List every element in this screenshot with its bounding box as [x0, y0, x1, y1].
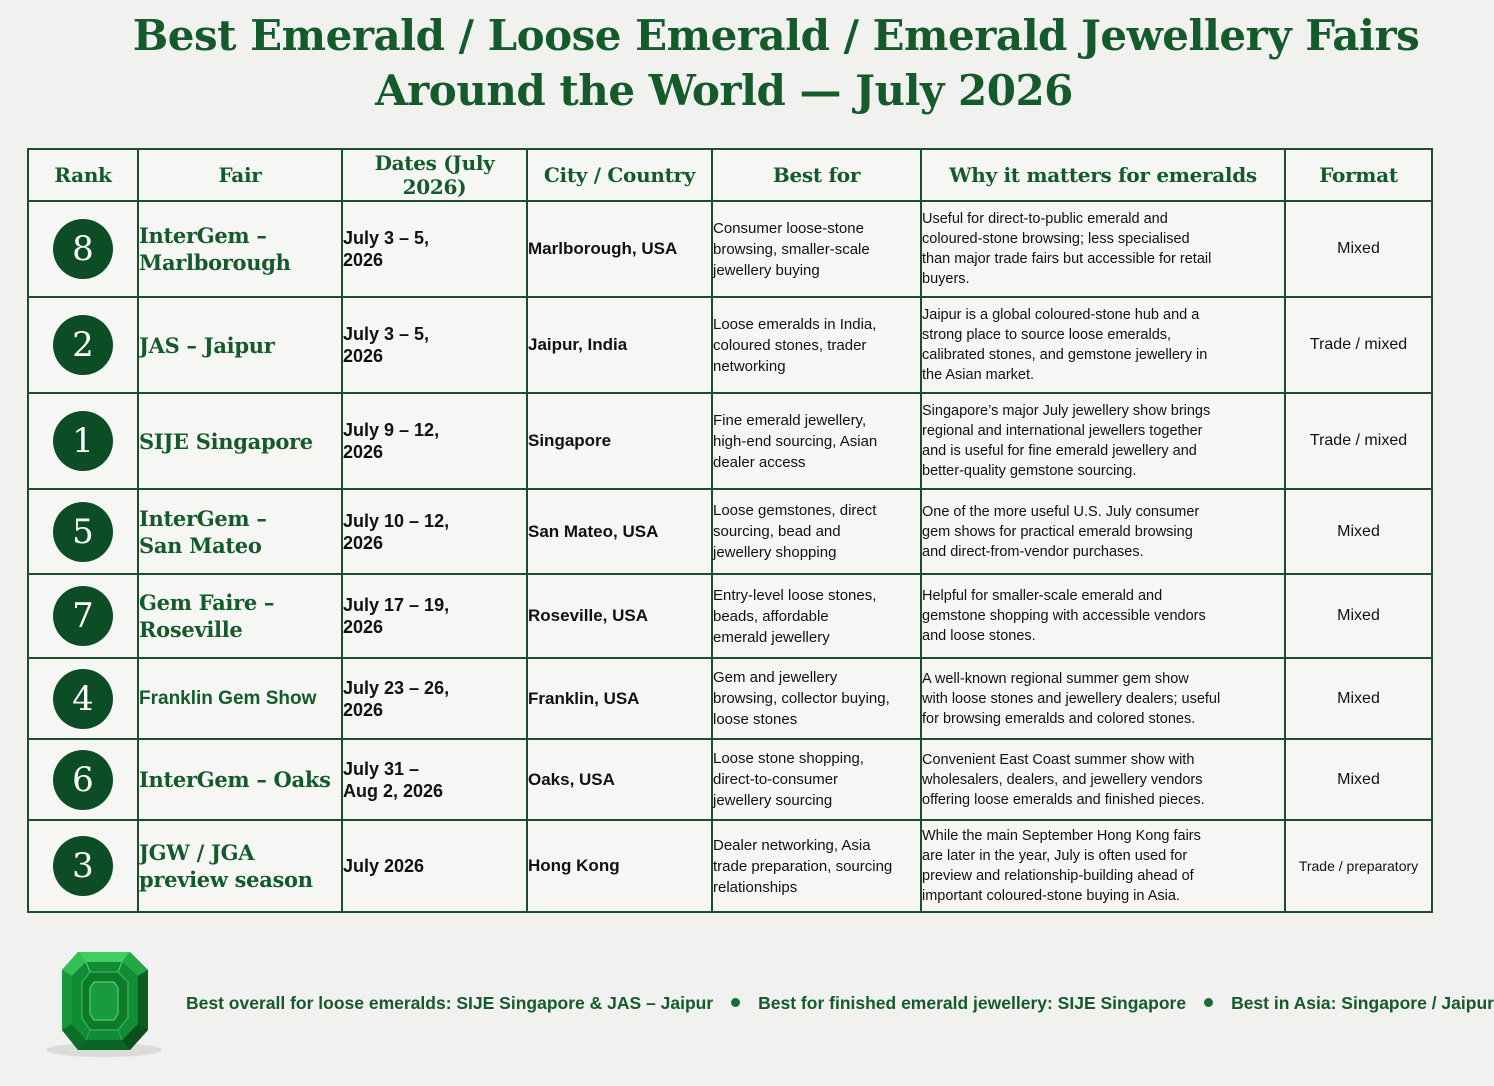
footer-text: [186, 993, 1494, 1014]
fair-best-for: Fine emerald jewellery, high-end sourcing, Asian dealer access: [712, 393, 921, 489]
fair-format: Mixed: [1285, 574, 1432, 658]
fair-name: SIJE Singapore: [138, 393, 342, 489]
header-dates: Dates (July 2026): [342, 149, 527, 201]
fair-city: Jaipur, India: [527, 297, 712, 393]
title-line-1: Best Emerald / Loose Emerald / Emerald Jewellery Fairs: [132, 11, 1420, 60]
table-row: [28, 820, 1432, 912]
fair-name: InterGem – Marlborough: [138, 201, 342, 297]
fair-why: Convenient East Coast summer show with wholesalers, dealers, and jewellery vendors offering loose emeralds and finished pieces.: [921, 739, 1285, 820]
fair-best-for: Loose emeralds in India, coloured stones, trader networking: [712, 297, 921, 393]
fair-format: Mixed: [1285, 489, 1432, 574]
header-why: Why it matters for emeralds: [921, 149, 1285, 201]
table-row: [28, 574, 1432, 658]
rank-badge: 8: [53, 219, 113, 279]
fair-name: JGW / JGA preview season: [138, 820, 342, 912]
table-row: [28, 297, 1432, 393]
fair-why: Useful for direct-to-public emerald and coloured-stone browsing; less specialised than major trade fairs but accessible for retail buyers.: [921, 201, 1285, 297]
fair-dates: July 17 – 19, 2026: [342, 574, 527, 658]
page-title: [0, 8, 1448, 118]
header-fair: Fair: [138, 149, 342, 201]
fair-dates: July 31 – Aug 2, 2026: [342, 739, 527, 820]
rank-badge: 7: [53, 586, 113, 646]
fair-dates: July 10 – 12, 2026: [342, 489, 527, 574]
fair-format: Trade / preparatory: [1285, 820, 1432, 912]
fair-city: Oaks, USA: [527, 739, 712, 820]
fair-name: JAS – Jaipur: [138, 297, 342, 393]
header-best-for: Best for: [712, 149, 921, 201]
fair-dates: July 3 – 5, 2026: [342, 201, 527, 297]
fair-format: Mixed: [1285, 658, 1432, 739]
emerald-gem-icon: [38, 944, 178, 1064]
fair-best-for: Loose gemstones, direct sourcing, bead and jewellery shopping: [712, 489, 921, 574]
footer-item-best-overall: Best overall for loose emeralds: SIJE Singapore & JAS – Jaipur: [186, 993, 714, 1013]
fair-best-for: Entry-level loose stones, beads, affordable emerald jewellery: [712, 574, 921, 658]
rank-badge: 6: [53, 750, 113, 810]
fair-name: Franklin Gem Show: [138, 658, 342, 739]
fair-why: While the main September Hong Kong fairs are later in the year, July is often used for preview and relationship-building ahead of important coloured-stone buying in Asia.: [921, 820, 1285, 912]
fair-city: Franklin, USA: [527, 658, 712, 739]
bullet-dot: [1204, 998, 1213, 1007]
fair-why: Jaipur is a global coloured-stone hub and a strong place to source loose emeralds, calibrated stones, and gemstone jewellery in the Asian market.: [921, 297, 1285, 393]
fair-city: Singapore: [527, 393, 712, 489]
fair-why: One of the more useful U.S. July consumer gem shows for practical emerald browsing and direct-from-vendor purchases.: [921, 489, 1285, 574]
fair-city: Marlborough, USA: [527, 201, 712, 297]
footer-item-best-jewellery: Best for finished emerald jewellery: SIJE Singapore: [758, 993, 1187, 1013]
rank-badge: 1: [53, 411, 113, 471]
fair-format: Trade / mixed: [1285, 297, 1432, 393]
table-row: [28, 658, 1432, 739]
fair-city: Roseville, USA: [527, 574, 712, 658]
fair-best-for: Gem and jewellery browsing, collector buying, loose stones: [712, 658, 921, 739]
fair-dates: July 9 – 12, 2026: [342, 393, 527, 489]
fair-name: InterGem – Oaks: [138, 739, 342, 820]
table-row: [28, 739, 1432, 820]
rank-badge: 2: [53, 315, 113, 375]
table-row: [28, 489, 1432, 574]
fair-best-for: Dealer networking, Asia trade preparation, sourcing relationships: [712, 820, 921, 912]
fair-city: San Mateo, USA: [527, 489, 712, 574]
rank-badge: 3: [53, 836, 113, 896]
fair-name: InterGem – San Mateo: [138, 489, 342, 574]
fair-format: Trade / mixed: [1285, 393, 1432, 489]
title-line-2: Around the World — July 2026: [375, 66, 1073, 115]
table-header-row: [28, 149, 1432, 201]
fair-dates: July 3 – 5, 2026: [342, 297, 527, 393]
fair-why: Singapore’s major July jewellery show brings regional and international jewellers together and is useful for fine emerald jewellery and better-quality gemstone sourcing.: [921, 393, 1285, 489]
fair-name: Gem Faire – Roseville: [138, 574, 342, 658]
fair-city: Hong Kong: [527, 820, 712, 912]
bullet-dot: [731, 998, 740, 1007]
fair-best-for: Consumer loose-stone browsing, smaller-scale jewellery buying: [712, 201, 921, 297]
fair-why: Helpful for smaller-scale emerald and gemstone shopping with accessible vendors and loose stones.: [921, 574, 1285, 658]
header-city-country: City / Country: [527, 149, 712, 201]
header-format: Format: [1285, 149, 1432, 201]
fair-dates: July 2026: [342, 820, 527, 912]
header-rank: Rank: [28, 149, 138, 201]
table-row: [28, 201, 1432, 297]
table-row: [28, 393, 1432, 489]
fair-best-for: Loose stone shopping, direct-to-consumer jewellery sourcing: [712, 739, 921, 820]
fair-why: A well-known regional summer gem show with loose stones and jewellery dealers; useful for browsing emeralds and colored stones.: [921, 658, 1285, 739]
footer-item-best-asia: Best in Asia: Singapore / Jaipur: [1231, 993, 1494, 1013]
rank-badge: 4: [53, 669, 113, 729]
fair-format: Mixed: [1285, 201, 1432, 297]
fair-format: Mixed: [1285, 739, 1432, 820]
rank-badge: 5: [53, 502, 113, 562]
footer-summary: [0, 944, 1494, 1064]
fairs-table: [27, 148, 1433, 913]
fair-dates: July 23 – 26, 2026: [342, 658, 527, 739]
